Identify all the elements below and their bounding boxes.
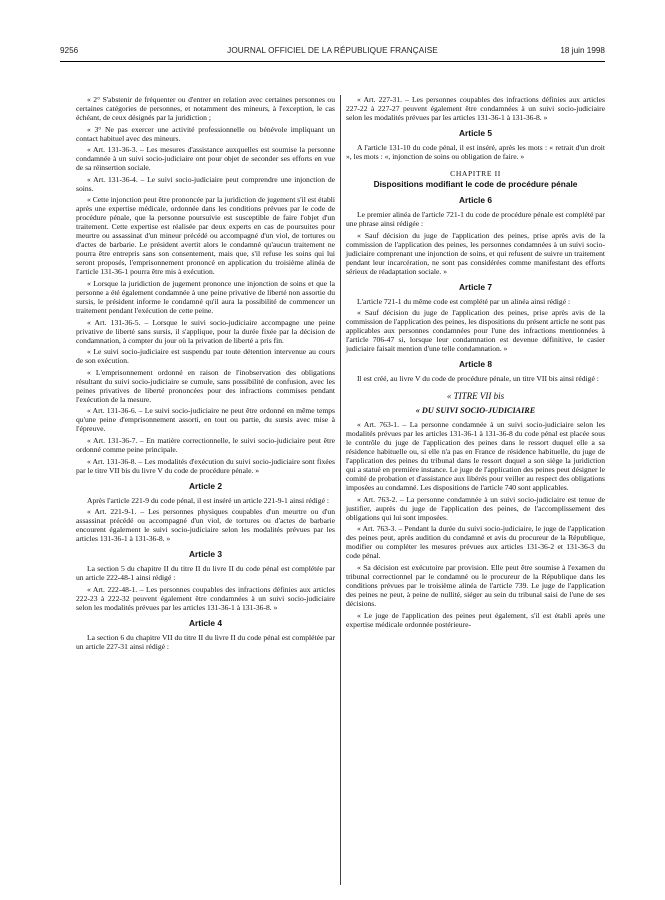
article-heading: Article 6 xyxy=(458,195,493,205)
paragraph: « Art. 131-36-6. – Le suivi socio-judiciaire ne peut être ordonné en même temps qu'une peine d'emprisonnement assorti, en tout ou partie, du sursis avec mise à l'épreuve. xyxy=(76,406,335,434)
paragraph: « Art. 222-48-1. – Les personnes coupables des infractions définies aux articles 222-23 à 222-32 peuvent également être condamnées à un suivi socio-judiciaire selon les modalités prévues par les articles 131-36-1 à 131-36-8. » xyxy=(76,584,335,612)
left-column xyxy=(76,95,335,653)
titre-subheading: « DU SUIVI SOCIO-JUDICIAIRE xyxy=(415,406,536,416)
paragraph: « Sauf décision du juge de l'application des peines, prise après avis de la commission de l'application des peines, les personnes condamnées à un suivi socio-judiciaire comprenant une injonction de soins, et qui refusent de suivre un traitement pendant leur incarcération, ne sont pas considérées comme manifestant des efforts sérieux de réadaptation sociale. » xyxy=(346,230,605,276)
paragraph: La section 5 du chapitre II du titre II du livre II du code pénal est complétée par un article 222-48-1 ainsi rédigé : xyxy=(76,564,335,583)
paragraph: « Art. 131-36-4. – Le suivi socio-judiciaire peut comprendre une injonction de soins. xyxy=(76,174,335,193)
right-column xyxy=(346,95,605,631)
issue-date: 18 juin 1998 xyxy=(560,46,605,55)
paragraph: Il est créé, au livre V du code de procédure pénale, un titre VII bis ainsi rédigé : xyxy=(357,374,599,384)
article-heading: Article 4 xyxy=(188,617,223,628)
paragraph: « Art. 221-9-1. – Les personnes physiques coupables d'un meurtre ou d'un assassinat précédé ou accompagné d'un viol, de tortures ou d'actes de barbarie encourent également le suivi socio-judiciaire selon les modalités prévues par les articles 131-36-1 à 131-36-8. » xyxy=(76,507,335,544)
paragraph: « 2° S'abstenir de fréquenter ou d'entrer en relation avec certaines personnes ou certaines catégories de personnes, et notamment des mineurs, à l'exception, le cas échéant, de ceux désignés par la juridiction ; xyxy=(76,95,335,122)
paragraph: L'article 721-1 du même code est complété par un alinéa ainsi rédigé : xyxy=(357,296,571,306)
paragraph: « Lorsque la juridiction de jugement prononce une injonction de soins et que la personne a été également condamnée à une peine privative de liberté non assortie du sursis, le président informe le condamné qu'il aura la possibilité de commencer un traitement pendant l'exécution de cette peine. xyxy=(76,278,335,315)
paragraph: « L'emprisonnement ordonné en raison de l'inobservation des obligations résultant du suivi socio-judiciaire se cumule, sans possibilité de confusion, avec les peines privatives de liberté prononcées pour des infractions commises pendant l'exécution de la mesure. xyxy=(76,367,335,404)
article-heading: Article 7 xyxy=(458,281,493,292)
journal-title: JOURNAL OFFICIEL DE LA RÉPUBLIQUE FRANÇAISE xyxy=(227,46,438,55)
paragraph: « Art. 227-31. – Les personnes coupables des infractions définies aux articles 227-22 à 227-27 peuvent également être condamnées à un suivi socio-judiciaire selon les modalités prévues par les articles 131-36-1 à 131-36-8. » xyxy=(346,95,605,122)
paragraph: « Cette injonction peut être prononcée par la juridiction de jugement s'il est établi après une expertise médicale, ordonnée dans les conditions prévues par le code de procédure pénale, que la personne poursuivie est susceptible de faire l'objet d'un traitement. Cette expertise est réalisée par deux experts en cas de poursuites pour meurtre ou assassinat d'un mineur précédé ou accompagné d'un viol, de tortures ou d'actes de barbarie. Le président avertit alors le condamné qu'aucun traitement ne pourra être entrepris sans son consentement, mais que, s'il refuse les soins qui lui seront proposés, l'emprisonnement prononcé en application du troisième alinéa de l'article 131-36-1 pourra être mis à exécution. xyxy=(76,195,335,277)
paragraph: « Art. 131-36-5. – Lorsque le suivi socio-judiciaire accompagne une peine privative de liberté sans sursis, il s'applique, pour la durée fixée par la décision de condamnation, à compter du jour où la privation de liberté a pris fin. xyxy=(76,317,335,345)
paragraph: « 3° Ne pas exercer une activité professionnelle ou bénévole impliquant un contact habituel avec des mineurs. xyxy=(76,124,335,143)
paragraph: Après l'article 221-9 du code pénal, il est inséré un article 221-9-1 ainsi rédigé : xyxy=(87,495,329,505)
paragraph: A l'article 131-10 du code pénal, il est inséré, après les mots : « retrait d'un droit », les mots : «, injonction de soins ou obligation de faire. » xyxy=(346,143,605,161)
article-heading: Article 5 xyxy=(458,128,493,138)
paragraph: « Art. 131-36-7. – En matière correctionnelle, le suivi socio-judiciaire peut être ordonné comme peine principale. xyxy=(76,435,335,454)
page-number: 9256 xyxy=(60,46,79,55)
paragraph: « Sa décision est exécutoire par provision. Elle peut être soumise à l'examen du tribunal correctionnel par le condamné ou le procureur de la République dans les conditions prévues par le troisième alinéa de l'article 739. Le juge de l'application des peines ne peut, à peine de nullité, siéger au sein du tribunal saisi de l'une de ses décisions. xyxy=(346,562,605,608)
page-header xyxy=(60,46,605,58)
paragraph: « Sauf décision du juge de l'application des peines, prise après avis de la commission de l'application des peines, les dispositions du présent article ne sont pas applicables aux personnes condamnées pour l'une des infractions mentionnées à l'article 706-47 si, lorsque leur condamnation est devenue définitive, le casier judiciaire faisait mention d'une telle condamnation. » xyxy=(346,308,605,354)
paragraph: « Art. 763-3. – Pendant la durée du suivi socio-judiciaire, le juge de l'application des peines peut, après audition du condamné et avis du procureur de la République, modifier ou compléter les mesures prévues aux articles 131-36-2 et 131-36-3 du code pénal. xyxy=(346,524,605,561)
article-heading: Article 2 xyxy=(188,480,223,491)
paragraph: « Le suivi socio-judiciaire est suspendu par toute détention intervenue au cours de son exécution. xyxy=(76,347,335,366)
paragraph: « Le juge de l'application des peines peut également, s'il est établi après une expertise médicale ordonnée postérieure- xyxy=(346,610,605,629)
article-heading: Article 8 xyxy=(458,359,493,370)
column-divider xyxy=(340,95,341,885)
article-heading: Article 3 xyxy=(188,549,223,560)
paragraph: « Art. 131-36-8. – Les modalités d'exécution du suivi socio-judiciaire sont fixées par le titre VII bis du livre V du code de procédure pénale. » xyxy=(76,456,335,475)
chapter-title: Dispositions modifiant le code de procédure pénale xyxy=(373,179,578,189)
titre-heading: « TITRE VII bis xyxy=(446,391,505,402)
paragraph: « Art. 131-36-3. – Les mesures d'assistance auxquelles est soumise la personne condamnée à un suivi socio-judiciaire ont pour objet de seconder ses efforts en vue de sa réinsertion sociale. xyxy=(76,145,335,173)
paragraph: « Art. 763-2. – La personne condamnée à un suivi socio-judiciaire est tenue de justifier, auprès du juge de l'application des peines, de l'accomplissement des obligations qui lui sont imposées. xyxy=(346,494,605,522)
header-rule xyxy=(60,61,605,62)
paragraph: « Art. 763-1. – La personne condamnée à un suivi socio-judiciaire selon les modalités prévues par les articles 131-36-1 à 131-36-8 du code pénal est placée sous le contrôle du juge de l'application des peines dans le ressort duquel elle a sa résidence habituelle ou, si elle n'a pas en France de résidence habituelle, du juge de l'application des peines du tribunal dans le ressort duquel a son siège la juridiction qui a statué en première instance. Le juge de l'application des peines peut désigner le comité de probation et d'assistance aux libérés pour veiller au respect des obligations imposées au condamné. Les dispositions de l'article 740 sont applicables. xyxy=(346,420,605,493)
paragraph: La section 6 du chapitre VII du titre II du livre II du code pénal est complétée par un article 227-31 ainsi rédigé : xyxy=(76,632,335,651)
chapter-label: CHAPITRE II xyxy=(450,169,501,178)
paragraph: Le premier alinéa de l'article 721-1 du code de procédure pénale est complété par une phrase ainsi rédigée : xyxy=(346,210,605,228)
